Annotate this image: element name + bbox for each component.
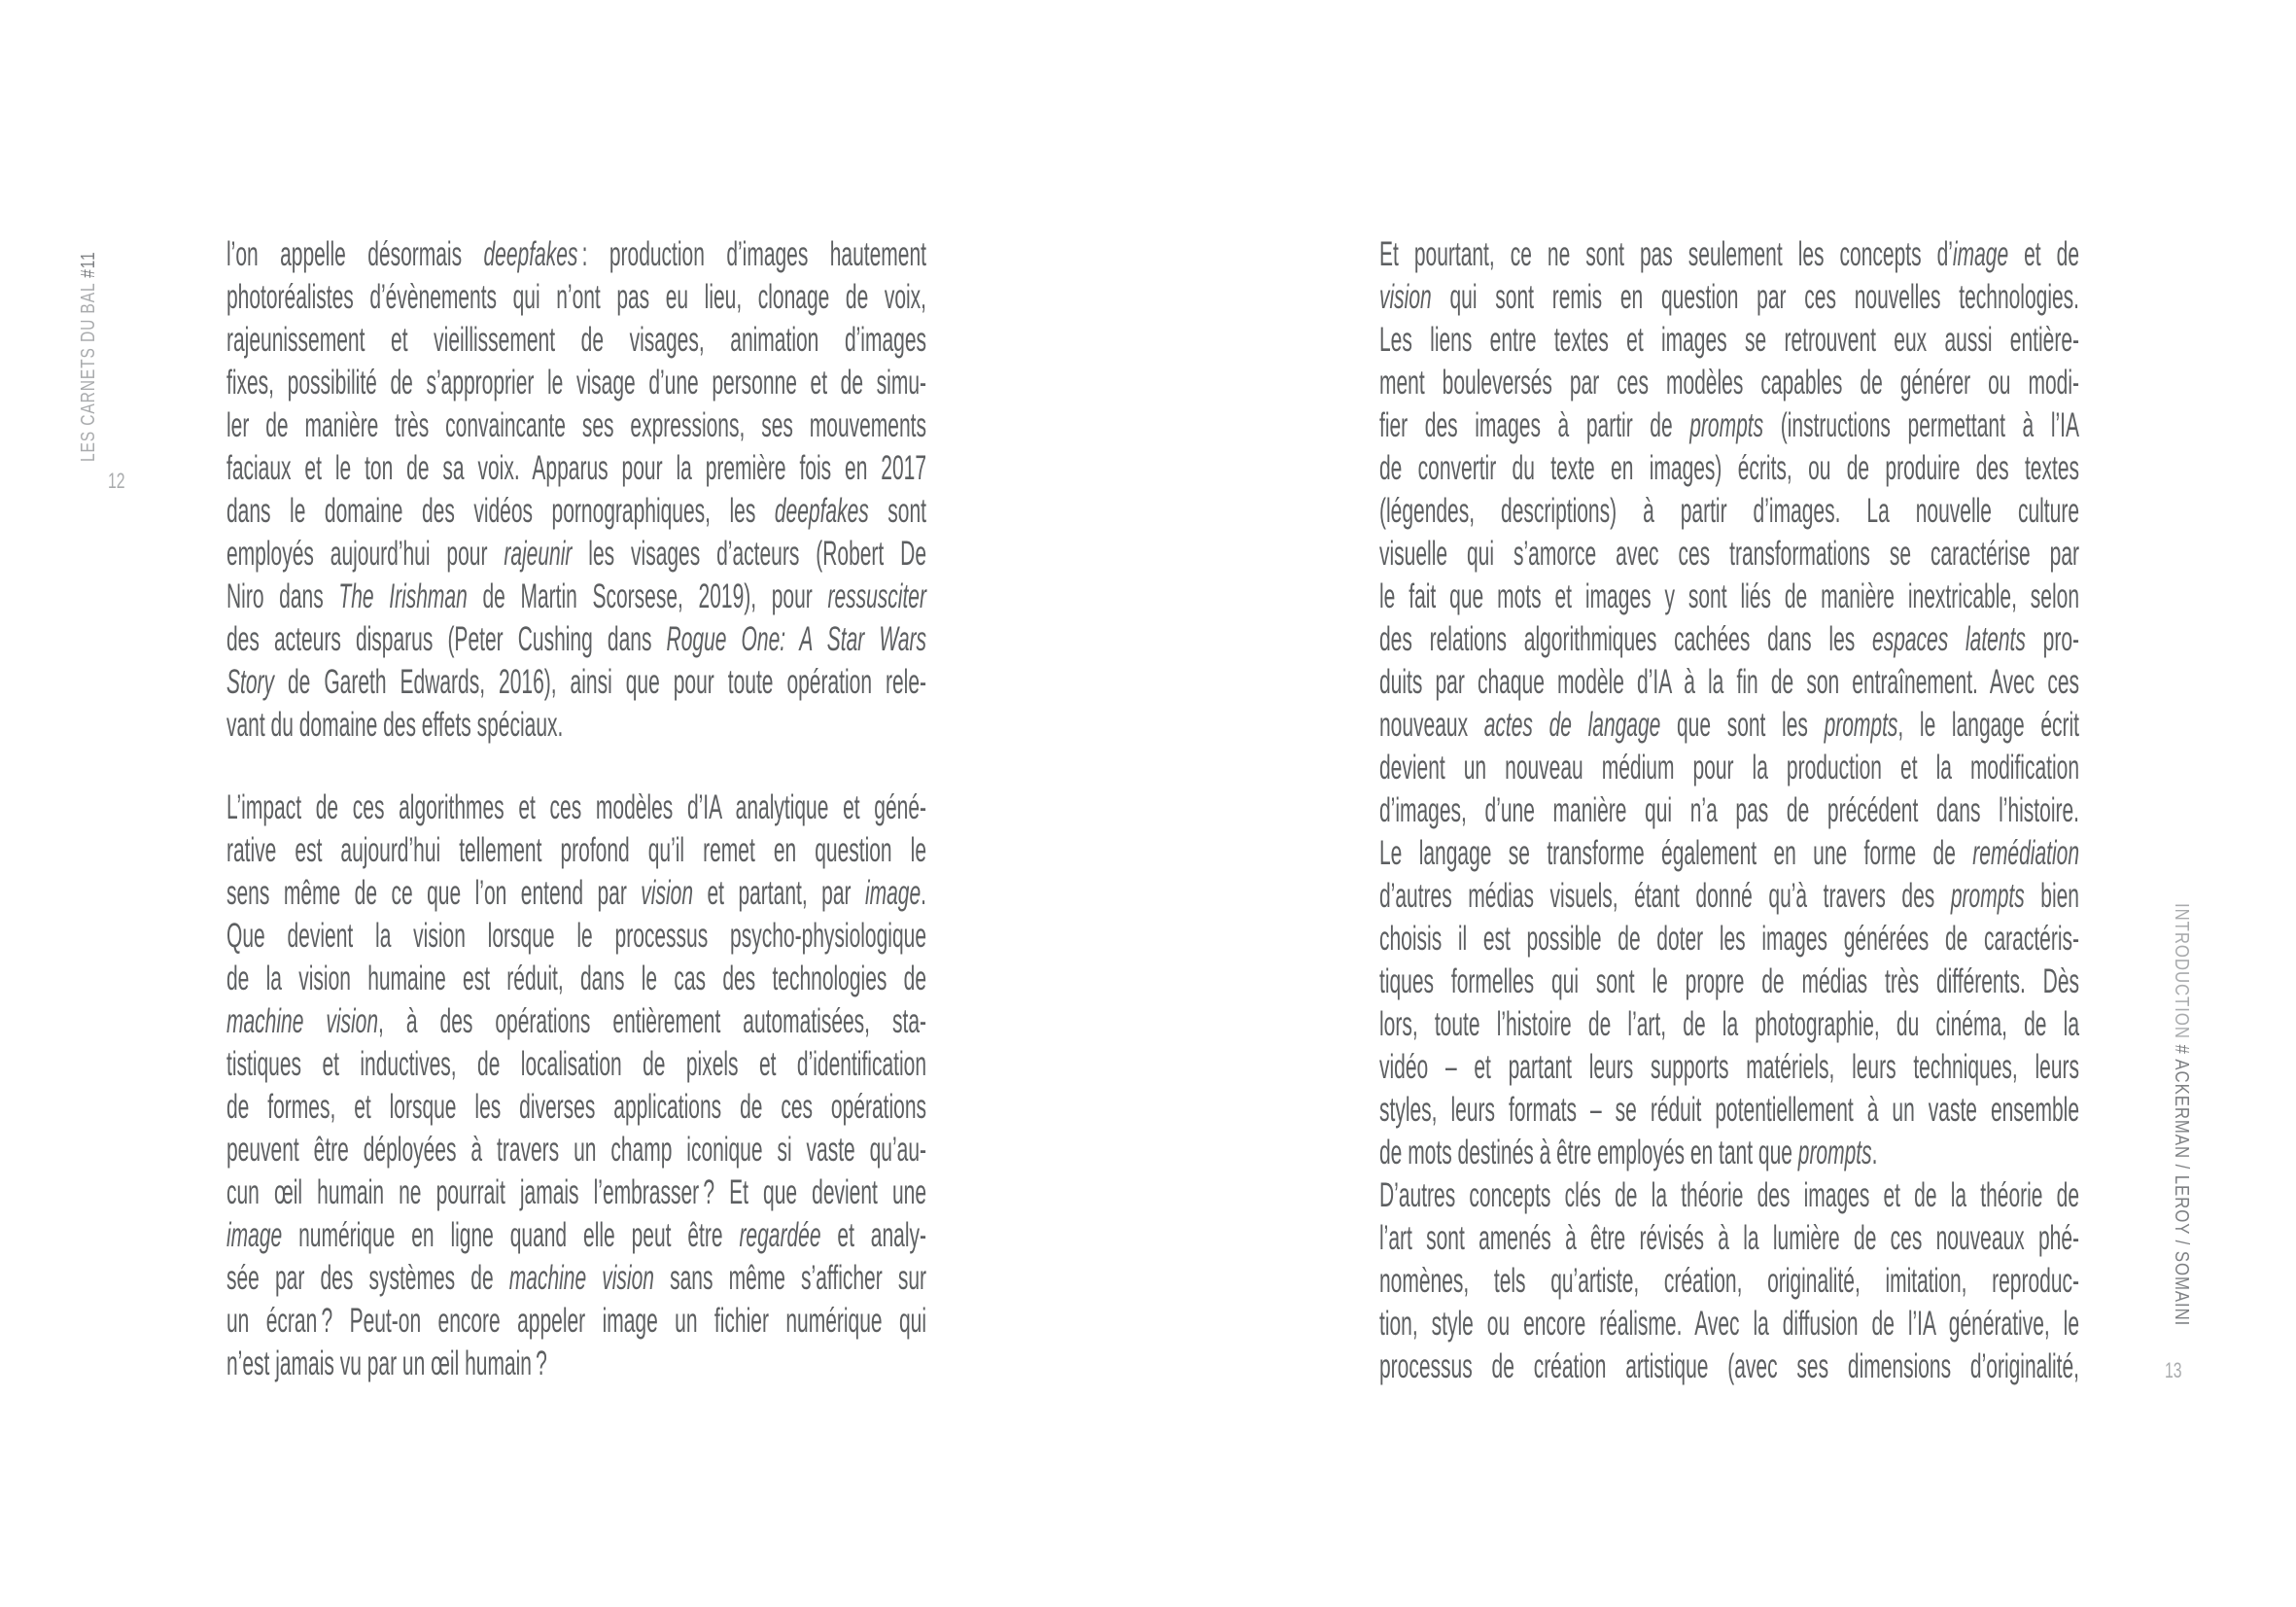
text-line: rajeunissement et vieillissement de visages, animation d’images bbox=[226, 321, 926, 359]
paragraph bbox=[226, 233, 926, 747]
text-line: des relations algorithmiques cachées dans les espaces latents pro- bbox=[1379, 620, 2079, 658]
text-line: vidéo – et partant leurs supports matériels, leurs techniques, leurs bbox=[1379, 1048, 2079, 1086]
paragraph bbox=[226, 786, 926, 1385]
text-line: L’impact de ces algorithmes et ces modèles d’IA analytique et géné- bbox=[226, 788, 926, 826]
section-title-label: INTRODUCTION bbox=[2171, 903, 2192, 1045]
text-line: choisis il est possible de doter les images générées de caractéris- bbox=[1379, 920, 2079, 958]
left-text-column bbox=[226, 233, 926, 1385]
text-line: nomènes, tels qu’artiste, création, originalité, imitation, reproduc- bbox=[1379, 1262, 2079, 1300]
right-text-column bbox=[1379, 233, 2079, 1388]
text-line: d’autres médias visuels, étant donné qu’à travers des prompts bien bbox=[1379, 877, 2079, 915]
text-line: Les liens entre textes et images se retrouvent eux aussi entière- bbox=[1379, 321, 2079, 359]
text-line: Le langage se transforme également en une forme de remédiation bbox=[1379, 834, 2079, 872]
text-line: styles, leurs formats – se réduit potentiellement à un vaste ensemble bbox=[1379, 1091, 2079, 1129]
text-line: fier des images à partir de prompts (instructions permettant à l’IA bbox=[1379, 406, 2079, 444]
text-line: vision qui sont remis en question par ces nouvelles technologies. bbox=[1379, 278, 2079, 316]
text-line: des acteurs disparus (Peter Cushing dans Rogue One: A Star Wars bbox=[226, 620, 927, 658]
text-line: tistiques et inductives, de localisation de pixels et d’identification bbox=[226, 1045, 926, 1083]
text-line: Et pourtant, ce ne sont pas seulement les concepts d’image et de bbox=[1379, 235, 2079, 273]
text-line: l’on appelle désormais deepfakes : production d’images hautement bbox=[226, 235, 926, 273]
text-line: dans le domaine des vidéos pornographiques, les deepfakes sont bbox=[226, 492, 926, 530]
text-line: peuvent être déployées à travers un champ iconique si vaste qu’au- bbox=[226, 1131, 926, 1169]
text-line: de convertir du texte en images) écrits, ou de produire des textes bbox=[1379, 449, 2079, 487]
text-line: tion, style ou encore réalisme. Avec la diffusion de l’IA générative, le bbox=[1379, 1305, 2079, 1343]
text-line: Que devient la vision lorsque le processus psycho-physiologique bbox=[226, 917, 926, 955]
text-line: processus de création artistique (avec ses dimensions d’originalité, bbox=[1379, 1347, 2079, 1385]
text-line: lors, toute l’histoire de l’art, de la photographie, du cinéma, de la bbox=[1379, 1005, 2079, 1043]
text-line: rative est aujourd’hui tellement profond qu’il remet en question le bbox=[226, 831, 926, 869]
text-line: sée par des systèmes de machine vision sans même s’afficher sur bbox=[226, 1259, 927, 1297]
text-line: D’autres concepts clés de la théorie des images et de la théorie de bbox=[1379, 1176, 2079, 1214]
text-line: ment bouleversés par ces modèles capables de générer ou modi- bbox=[1379, 364, 2079, 402]
text-line: sens même de ce que l’on entend par vision et partant, par image. bbox=[226, 874, 926, 912]
text-line: ler de manière très convaincante ses expressions, ses mouvements bbox=[226, 406, 926, 444]
left-margin-series-label bbox=[74, 251, 103, 462]
text-line: employés aujourd’hui pour rajeunir les visages d’acteurs (Robert De bbox=[226, 535, 926, 573]
text-line: de formes, et lorsque les diverses applications de ces opérations bbox=[226, 1088, 926, 1126]
text-line: de la vision humaine est réduit, dans le cas des technologies de bbox=[226, 960, 926, 997]
paragraph bbox=[1379, 1174, 2079, 1388]
text-line: visuelle qui s’amorce avec ces transformations se caractérise par bbox=[1379, 535, 2079, 573]
series-issue-label: #11 bbox=[78, 251, 99, 278]
text-line: cun œil humain ne pourrait jamais l’embrasser ? Et que devient une bbox=[226, 1173, 926, 1211]
text-line: machine vision, à des opérations entièrement automatisées, sta- bbox=[226, 1002, 926, 1040]
page-number-right: 13 bbox=[2165, 1358, 2182, 1382]
text-line: l’art sont amenés à être révisés à la lumière de ces nouveaux phé- bbox=[1379, 1219, 2079, 1257]
series-title-label: LES CARNETS DU BAL bbox=[78, 277, 99, 462]
text-line: devient un nouveau médium pour la production et la modification bbox=[1379, 749, 2079, 786]
text-line: faciaux et le ton de sa voix. Apparus pour la première fois en 2017 bbox=[226, 449, 926, 487]
text-line: Story de Gareth Edwards, 2016), ainsi que pour toute opération rele- bbox=[226, 663, 927, 701]
authors-label: # ACKERMAN / LEROY / SOMAINI bbox=[2171, 1044, 2192, 1327]
text-line: de mots destinés à être employés en tant que prompts. bbox=[1379, 1134, 1878, 1171]
text-line: nouveaux actes de langage que sont les prompts, le langage écrit bbox=[1379, 706, 2079, 744]
text-line: photoréalistes d’évènements qui n’ont pas eu lieu, clonage de voix, bbox=[226, 278, 926, 316]
page-number-left: 12 bbox=[108, 469, 125, 493]
text-line: le fait que mots et images y sont liés de manière inextricable, selon bbox=[1379, 577, 2079, 615]
text-line: Niro dans The Irishman de Martin Scorsese, 2019), pour ressusciter bbox=[226, 577, 926, 615]
text-line: tiques formelles qui sont le propre de médias très différents. Dès bbox=[1379, 962, 2079, 1000]
paragraph bbox=[1379, 233, 2079, 1174]
text-line: un écran ? Peut-on encore appeler image un fichier numérique qui bbox=[226, 1302, 926, 1340]
text-line: image numérique en ligne quand elle peut être regardée et analy- bbox=[226, 1216, 926, 1254]
text-line: fixes, possibilité de s’approprier le visage d’une personne et de simu- bbox=[226, 364, 926, 402]
text-line: d’images, d’une manière qui n’a pas de précédent dans l’histoire. bbox=[1379, 791, 2079, 829]
right-margin-section-label bbox=[2167, 903, 2196, 1326]
text-line: n’est jamais vu par un œil humain ? bbox=[226, 1345, 547, 1382]
text-line: duits par chaque modèle d’IA à la fin de son entraînement. Avec ces bbox=[1379, 663, 2079, 701]
text-line: vant du domaine des effets spéciaux. bbox=[226, 706, 564, 744]
text-line: (légendes, descriptions) à partir d’images. La nouvelle culture bbox=[1379, 492, 2079, 530]
